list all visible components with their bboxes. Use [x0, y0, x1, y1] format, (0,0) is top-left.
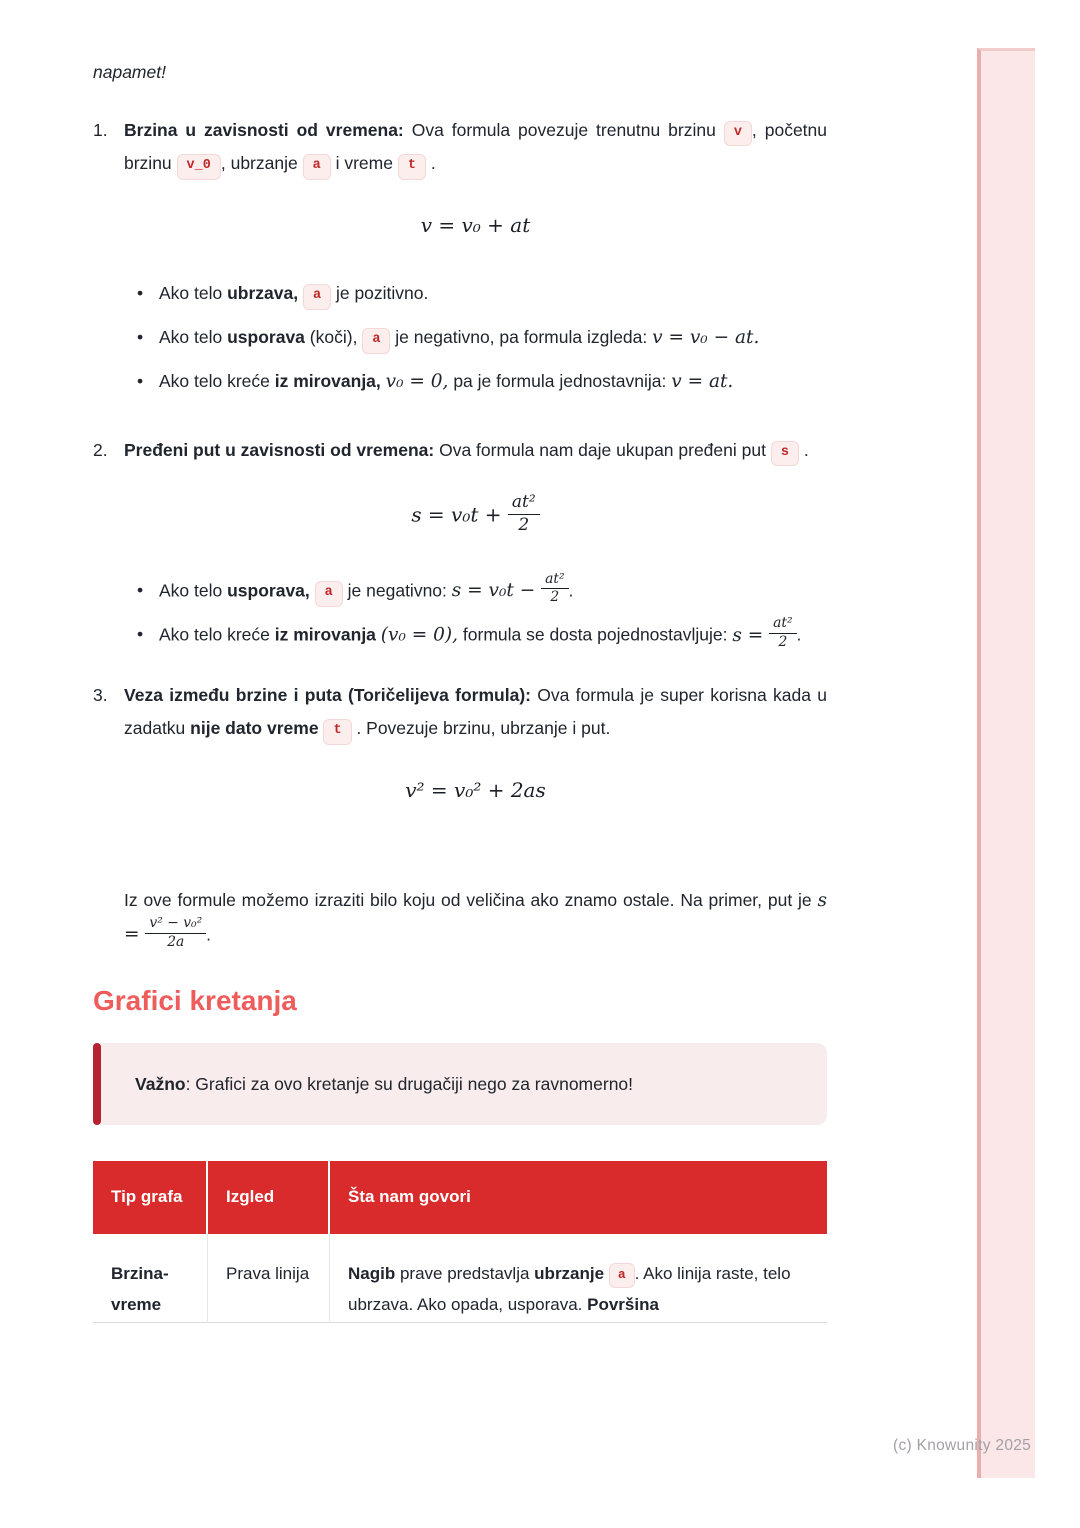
inline-code-t: t [323, 719, 351, 745]
inline-code-a: a [303, 154, 331, 180]
bullet-marker: • [137, 624, 144, 645]
fraction: $\frac{\text{v² − v₀²}}{2a}$ [145, 916, 206, 951]
table-cell-meaning: Nagib prave predstavlja ubrzanje a . Ako linija raste, telo ubrzava. Ako opada, usporava. Površina [330, 1234, 827, 1323]
list-item-2-text: Pređeni put u zavisnosti od vremena: Ova formula nam daje ukupan pređeni put s . [124, 434, 827, 468]
bullet-from-rest: • Ako telo kreće iz mirovanja, v₀ = 0, pa je formula jednostavnija: v = at. [137, 365, 827, 399]
next-page-edge-decoration [977, 48, 1035, 1478]
list-item-1-number: 1. [93, 119, 108, 140]
table-cell-graph-type: Brzina-vreme [93, 1234, 208, 1323]
list-item-3-body [124, 679, 827, 843]
inline-code-v: v [724, 121, 752, 147]
callout-accent-bar [93, 1043, 101, 1125]
formula-velocity-time: v = v₀ + at [420, 213, 531, 238]
item-1-bullets [137, 277, 827, 399]
item-2-bullets [137, 570, 827, 654]
inline-code-v0: v_0 [177, 154, 221, 180]
important-callout: Važno: Grafici za ovo kretanje su drugačiji nego za ravnomerno! [93, 1043, 827, 1125]
list-item-3-number: 3. [93, 685, 108, 706]
closing-paragraph: Iz ove formule možemo izraziti bilo koju od veličina ako znamo ostale. Na primer, put je s = $\frac{\text{v² − v₀²}}{2a}$ . [124, 889, 827, 950]
bullet-accelerates: • Ako telo ubrzava, a je pozitivno. [137, 277, 827, 311]
bullet-from-rest-2: • Ako telo kreće iz mirovanja (v₀ = 0), formula se dosta pojednostavljuje: s = $\frac{\text{at²}}{2}$ . [137, 618, 827, 653]
bullet-marker: • [137, 371, 144, 392]
inline-math: s = $\frac{\text{at²}}{2}$ [732, 625, 796, 646]
list-item-1 [93, 114, 827, 410]
inline-code-a: a [609, 1263, 635, 1288]
section-heading-grafici-kretanja: Grafici kretanja [93, 984, 297, 1016]
item-3-title: Veza između brzine i puta (Toričelijeva formula): [124, 685, 531, 706]
inline-math: v = at. [671, 371, 734, 393]
inline-code-t: t [398, 154, 426, 180]
inline-code-a: a [362, 328, 390, 354]
callout-label: Važno [135, 1073, 186, 1094]
item-1-title: Brzina u zavisnosti od vremena: [124, 119, 404, 140]
inline-code-a: a [315, 581, 343, 607]
copyright-footer: (c) Knowunity 2025 [893, 1437, 1032, 1454]
list-item-1-body [124, 114, 827, 410]
table-header-izgled: Izgled [208, 1161, 330, 1234]
inline-math: s = $\frac{\text{v² − v₀²}}{2a}$ [124, 889, 827, 950]
list-item-3-text: Veza između brzine i puta (Toričelijeva formula): Ova formula je super korisna kada u zadatku nije dato vreme t . Povezuje brzinu, ubrzanje i put. [124, 679, 827, 745]
content-column [93, 0, 827, 1323]
list-item-2-number: 2. [93, 439, 108, 460]
fraction: $\frac{\text{at²}}{2}$ [541, 572, 568, 607]
inline-math: (v₀ = 0), [380, 624, 459, 646]
bullet-marker: • [137, 283, 144, 304]
list-item-2-body [124, 434, 827, 664]
formula-distance-time: s = v₀t + $\frac{\text{at²}}{2}$ [124, 495, 827, 537]
inline-math: v = v₀ − at. [652, 327, 760, 349]
bullet-decelerates: • Ako telo usporava (koči), a je negativno, pa formula izgleda: v = v₀ − at. [137, 321, 827, 355]
bullet-marker: • [137, 327, 144, 348]
list-item-3 [93, 679, 827, 843]
motion-graphs-table [93, 1161, 827, 1323]
fraction: $\frac{\text{at²}}{2}$ [508, 493, 540, 535]
table-header-sta-nam-govori: Šta nam govori [330, 1161, 827, 1234]
intro-note: napamet! [93, 62, 166, 82]
inline-math: v₀ = 0, [385, 371, 449, 393]
table-header-tip-grafa: Tip grafa [93, 1161, 208, 1234]
bullet-marker: • [137, 579, 144, 600]
list-item-2 [93, 434, 827, 664]
list-item-1-text: Brzina u zavisnosti od vremena: Ova formula povezuje trenutnu brzinu v , početnu brzinu v_0 , ubrzanje a i vreme t . [124, 114, 827, 182]
fraction: $\frac{\text{at²}}{2}$ [769, 616, 796, 651]
bullet-decelerates-2: • Ako telo usporava, a je negativno: s = v₀t − $\frac{\text{at²}}{2}$ . [137, 574, 827, 609]
item-2-title: Pređeni put u zavisnosti od vremena: [124, 439, 435, 460]
inline-math: s = v₀t − $\frac{\text{at²}}{2}$ [452, 580, 569, 601]
table-cell-appearance: Prava linija [208, 1234, 330, 1323]
formula-torricelli: v² = v₀² + 2as [405, 777, 546, 802]
inline-code-a: a [303, 284, 331, 310]
inline-code-s: s [771, 441, 799, 467]
